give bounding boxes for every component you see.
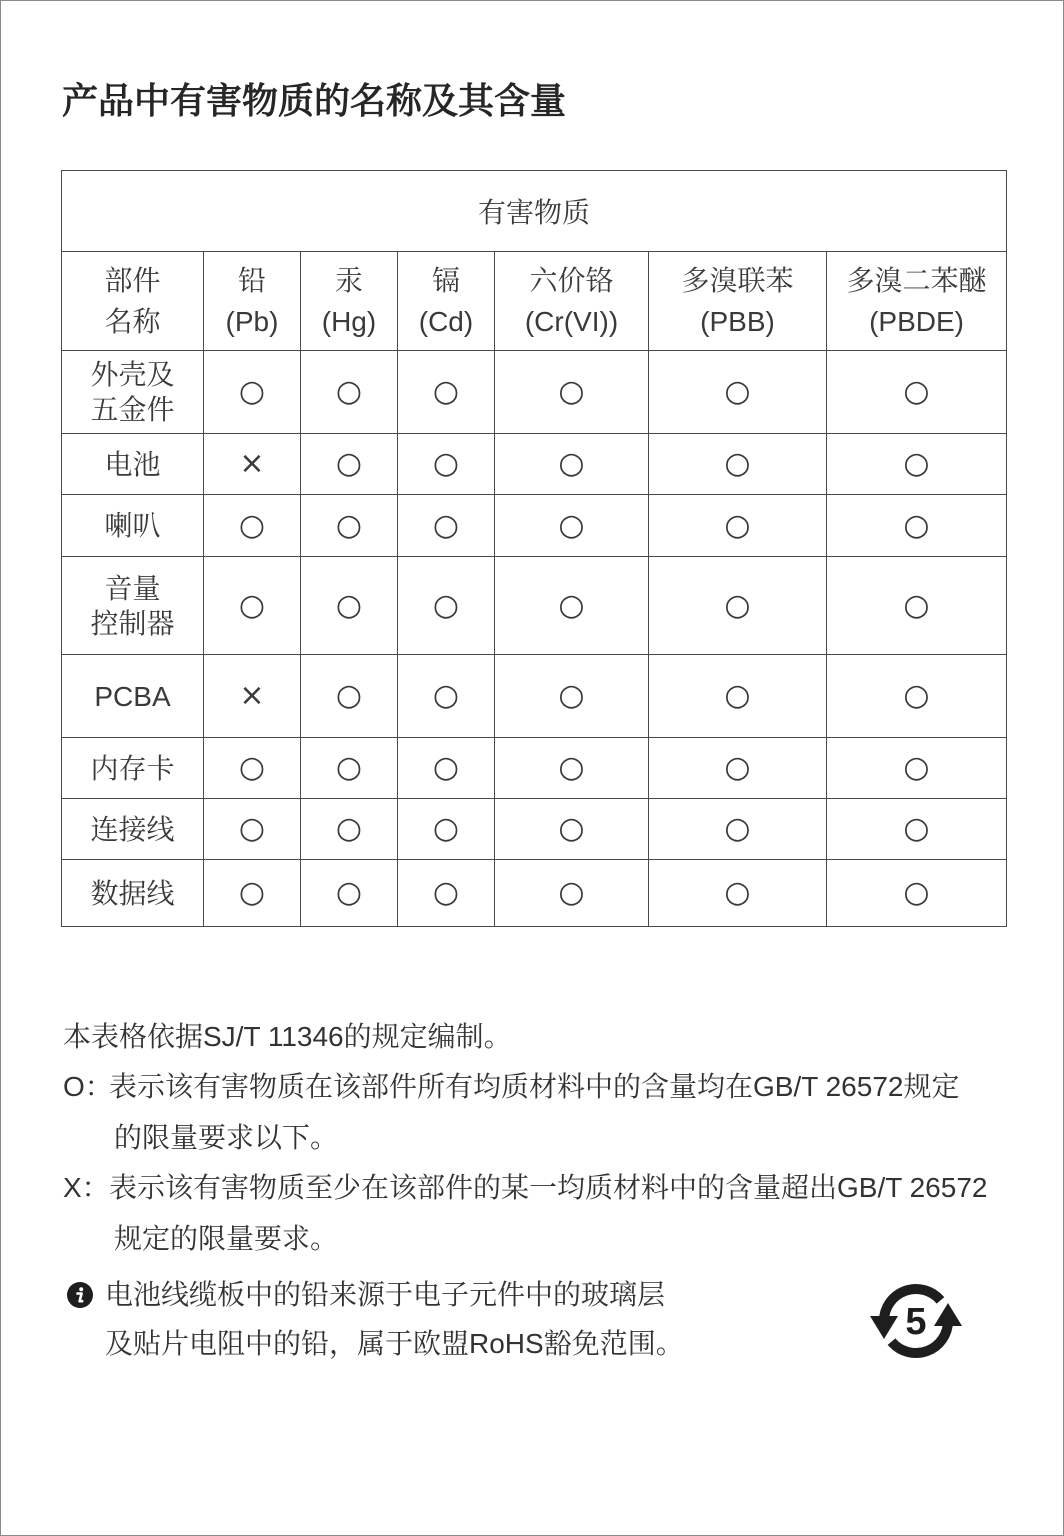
column-header-line: 名称 [104,306,161,337]
column-header-line: (Pb) [225,306,279,337]
note-x-line1 [63,1163,987,1213]
column-header-line: 汞 [334,265,363,296]
part-name-line: 外壳及 [90,359,175,390]
table-group-header-row [62,171,1007,252]
substance-mark: ○ [238,507,266,543]
column-header-part [62,252,204,351]
note-o-line2: 的限量要求以下。 [114,1121,339,1153]
table-row [62,799,1007,860]
note-x-line2: 规定的限量要求。 [114,1222,339,1254]
substance-cell-pb [204,655,301,738]
substance-mark: ○ [238,750,266,785]
part-name-cell [62,799,204,860]
substance-cell-hg [301,351,398,434]
part-name-cell [62,434,204,495]
substance-cell-pbde [827,738,1007,799]
substance-mark: ○ [335,374,363,409]
substance-mark: ○ [903,446,930,481]
column-header-pbb [649,252,827,351]
table-column-header-row [62,252,1007,351]
part-name-line: 五金件 [90,394,175,425]
substance-cell-pbde [827,557,1007,655]
substance-cell-cd [398,495,495,557]
part-name-line: PCBA [94,680,171,712]
substance-cell-pbb [649,557,827,655]
substance-cell-cr6 [495,434,649,495]
note-o-marker: O： [63,1071,113,1103]
substance-mark: ○ [432,374,460,409]
substance-mark: ○ [558,875,585,910]
substance-cell-pb [204,351,301,434]
substance-mark: ○ [724,587,751,623]
note-o-line1 [63,1062,987,1112]
substance-mark: ○ [724,875,751,910]
part-name-line: 数据线 [90,877,175,909]
substance-mark: × [239,446,265,481]
substance-mark: ○ [238,811,266,846]
substance-mark: ○ [335,678,363,713]
substance-mark: ○ [335,446,363,481]
substance-mark: ○ [432,811,460,846]
column-header-line: (PBB) [700,306,775,337]
substance-cell-cd [398,799,495,860]
substance-cell-hg [301,434,398,495]
table-row [62,860,1007,927]
substance-cell-pbb [649,495,827,557]
substance-cell-hg [301,557,398,655]
substance-mark: ○ [903,507,930,543]
substance-cell-pbde [827,799,1007,860]
substance-mark: ○ [238,875,266,910]
substance-mark: ○ [432,875,460,910]
info-line2: 及贴片电阻中的铅，属于欧盟RoHS豁免范围。 [105,1328,684,1359]
note-x-text: 表示该有害物质至少在该部件的某一均质材料中的含量超出GB/T 26572 [109,1172,988,1204]
substance-cell-hg [301,860,398,927]
substance-mark: ○ [903,374,930,409]
substance-cell-pb [204,860,301,927]
substance-mark: ○ [335,811,363,846]
substance-cell-pbb [649,655,827,738]
substance-cell-pbde [827,655,1007,738]
part-name-line: 内存卡 [90,752,175,784]
part-name-line: 电池 [104,448,161,480]
substance-mark: ○ [558,750,585,785]
note-basis: 本表格依据SJ/T 11346的规定编制。 [63,1021,512,1052]
column-header-line: 镉 [431,265,460,296]
table-row [62,557,1007,655]
substance-mark: ○ [558,446,585,481]
substance-mark: ○ [724,678,751,713]
substance-mark: ○ [432,678,460,713]
substance-mark: ○ [335,587,363,623]
table-row [62,434,1007,495]
substance-mark: ○ [432,446,460,481]
substance-cell-pbde [827,351,1007,434]
substance-mark: ○ [724,446,751,481]
substance-cell-cr6 [495,655,649,738]
substance-cell-hg [301,799,398,860]
part-name-line: 喇叭 [104,510,161,541]
substance-mark: ○ [903,811,930,846]
substance-cell-pb [204,557,301,655]
part-name-cell [62,738,204,799]
substance-mark: ○ [238,374,266,409]
substance-mark: ○ [903,678,930,713]
column-header-pb [204,252,301,351]
column-header-cd [398,252,495,351]
column-header-line: (Cr(VI)) [524,306,619,337]
substance-cell-cr6 [495,557,649,655]
info-line1: 电池线缆板中的铅来源于电子元件中的玻璃层 [105,1279,666,1310]
substance-mark: ○ [903,587,930,623]
hazardous-substances-table [61,170,1007,927]
part-name-line: 连接线 [90,813,175,845]
substance-cell-cd [398,738,495,799]
substance-mark: ○ [432,507,460,543]
part-name-cell [62,495,204,557]
substance-mark: ○ [558,374,585,409]
substance-cell-cd [398,434,495,495]
column-header-line: (PBDE) [869,306,964,337]
substance-mark: ○ [335,875,363,910]
substance-cell-cd [398,655,495,738]
substance-mark: ○ [724,374,751,409]
column-header-line: (Cd) [418,306,474,337]
substance-cell-cr6 [495,799,649,860]
substance-cell-cr6 [495,495,649,557]
column-header-hg [301,252,398,351]
efup-logo-number: 5 [905,1301,927,1343]
substance-mark: ○ [558,811,585,846]
substance-cell-pbb [649,799,827,860]
column-header-line: 多溴二苯醚 [846,265,987,296]
substance-cell-pbb [649,738,827,799]
column-header-line: 部件 [104,265,161,296]
substance-cell-cd [398,860,495,927]
substance-cell-pb [204,434,301,495]
substance-mark: ○ [432,750,460,785]
table-row [62,495,1007,557]
info-icon [67,1282,93,1308]
page-title: 产品中有害物质的名称及其含量 [62,80,567,121]
substance-cell-pbde [827,860,1007,927]
part-name-line: 控制器 [90,607,175,639]
part-name-cell [62,655,204,738]
part-name-cell [62,860,204,927]
part-name-line: 音量 [104,572,161,604]
column-header-line: (Hg) [321,306,377,337]
info-note [67,1270,767,1370]
substance-cell-hg [301,495,398,557]
substance-mark: ○ [724,507,751,543]
table-row [62,655,1007,738]
table-row [62,351,1007,434]
substance-mark: ○ [903,875,930,910]
substance-cell-cr6 [495,351,649,434]
substance-cell-pbb [649,351,827,434]
table-row [62,738,1007,799]
substance-cell-cr6 [495,860,649,927]
column-header-cr6 [495,252,649,351]
column-header-line: 铅 [237,265,266,296]
substance-cell-pb [204,799,301,860]
substance-cell-cd [398,557,495,655]
column-header-line: 多溴联苯 [681,265,794,296]
substance-cell-hg [301,655,398,738]
substance-mark: ○ [558,587,585,623]
note-x-marker: X： [63,1172,110,1204]
substance-mark: ○ [558,678,585,713]
substance-cell-pb [204,495,301,557]
substance-cell-pbde [827,495,1007,557]
efup-logo [866,1276,966,1366]
substance-mark: × [239,678,265,713]
substance-cell-cd [398,351,495,434]
substance-mark: ○ [724,750,751,785]
column-header-pbde [827,252,1007,351]
column-header-line: 六价铬 [529,265,614,296]
substance-mark: ○ [335,750,363,785]
substance-mark: ○ [558,507,585,543]
notes [63,1012,987,1264]
substance-cell-pb [204,738,301,799]
substance-cell-pbb [649,860,827,927]
substance-cell-pbde [827,434,1007,495]
substance-mark: ○ [335,507,363,543]
note-o-text: 表示该有害物质在该部件所有均质材料中的含量均在GB/T 26572规定 [109,1071,960,1103]
part-name-cell [62,557,204,655]
substance-mark: ○ [238,587,266,623]
substance-cell-hg [301,738,398,799]
substance-mark: ○ [903,750,930,785]
substance-mark: ○ [724,811,751,846]
substance-cell-pbb [649,434,827,495]
info-text [105,1270,684,1368]
part-name-cell [62,351,204,434]
substance-mark: ○ [432,587,460,623]
table-group-header: 有害物质 [62,171,1007,252]
substance-cell-cr6 [495,738,649,799]
table-body [62,171,1007,927]
